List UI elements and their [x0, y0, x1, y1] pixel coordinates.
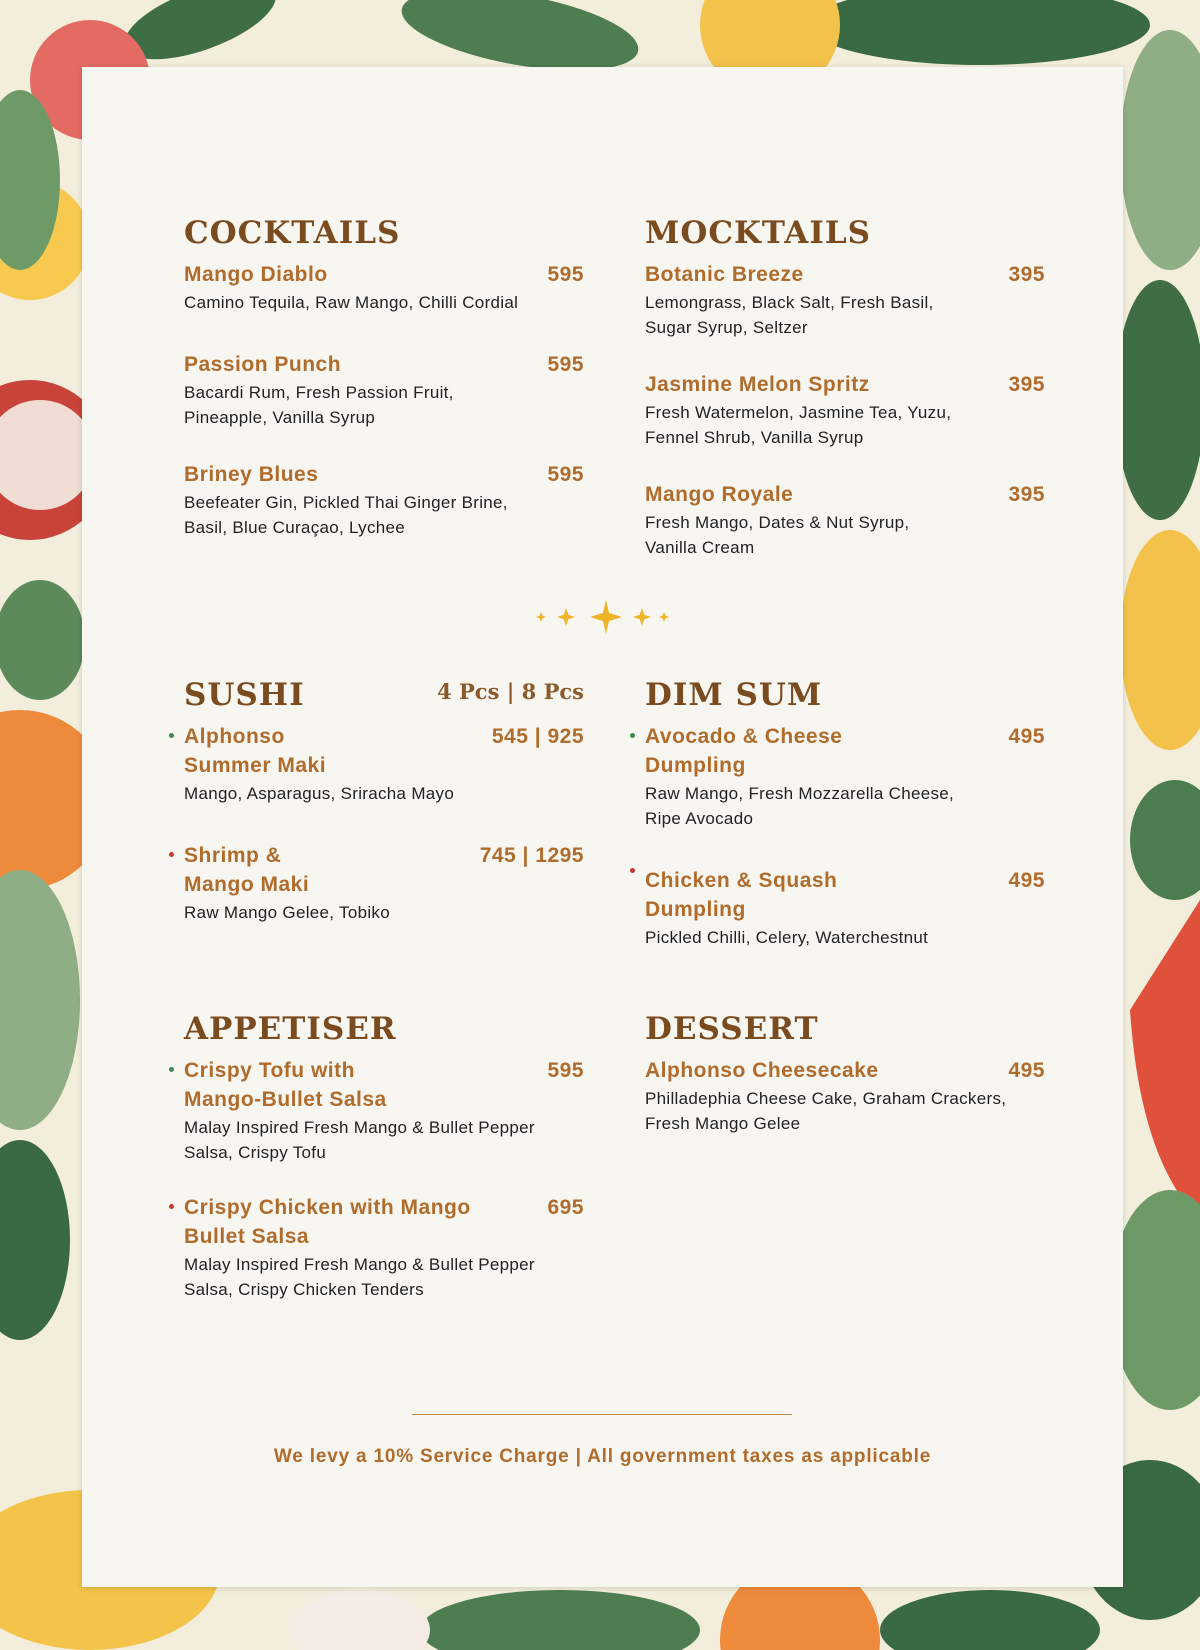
item-name: Crispy Tofu with Mango-Bullet Salsa	[184, 1059, 387, 1111]
item-name: Avocado & Cheese Dumpling	[645, 725, 843, 777]
veg-indicator-icon	[630, 733, 635, 738]
item-name: Botanic Breeze	[645, 263, 804, 286]
section-title: DIM SUM	[645, 677, 823, 713]
mocktails-section	[645, 215, 1045, 555]
menu-item	[645, 260, 1045, 340]
item-price: 745 | 1295	[479, 844, 584, 867]
item-price: 595	[547, 353, 584, 376]
non-veg-indicator-icon	[169, 852, 174, 857]
menu-item	[184, 1193, 584, 1302]
item-name: Alphonso Cheesecake	[645, 1059, 879, 1082]
item-price: 545 | 925	[491, 725, 584, 748]
menu-item	[645, 722, 1045, 831]
item-description: Mango, Asparagus, Sriracha Mayo	[184, 784, 455, 803]
item-name: Crispy Chicken with Mango Bullet Salsa	[184, 1196, 471, 1248]
item-description: Raw Mango, Fresh Mozzarella Cheese, Ripe Avocado	[645, 784, 955, 828]
menu-item	[184, 722, 584, 806]
menu-item	[184, 841, 584, 925]
menu-item	[645, 370, 1045, 450]
section-title: DESSERT	[645, 1011, 819, 1047]
item-description: Raw Mango Gelee, Tobiko	[184, 903, 390, 922]
menu-item	[184, 260, 584, 315]
section-title: SUSHI	[184, 677, 305, 713]
item-price: 495	[1008, 869, 1045, 892]
cocktails-section	[184, 215, 584, 545]
item-name: Passion Punch	[184, 353, 342, 376]
appetiser-section	[184, 1011, 584, 1341]
item-price: 595	[547, 463, 584, 486]
veg-indicator-icon	[169, 1067, 174, 1072]
item-price: 595	[547, 1059, 584, 1082]
item-price: 395	[1008, 483, 1045, 506]
service-charge-note: We levy a 10% Service Charge | All government taxes as applicable	[273, 1446, 932, 1467]
item-description: Lemongrass, Black Salt, Fresh Basil, Sugar Syrup, Seltzer	[645, 293, 934, 337]
non-veg-indicator-icon	[630, 868, 635, 873]
menu-item	[645, 480, 1045, 560]
item-price: 595	[547, 263, 584, 286]
item-price: 695	[547, 1196, 584, 1219]
item-price: 395	[1008, 263, 1045, 286]
veg-indicator-icon	[169, 733, 174, 738]
item-name: Jasmine Melon Spritz	[645, 373, 870, 396]
item-description: Malay Inspired Fresh Mango & Bullet Pepper Salsa, Crispy Chicken Tenders	[184, 1255, 535, 1299]
sparkle-divider-icon	[530, 597, 675, 637]
item-description: Philladephia Cheese Cake, Graham Crackers, Fresh Mango Gelee	[645, 1089, 1007, 1133]
item-name: Chicken & Squash Dumpling	[645, 869, 838, 921]
section-title: COCKTAILS	[184, 215, 401, 251]
item-description: Fresh Watermelon, Jasmine Tea, Yuzu, Fennel Shrub, Vanilla Syrup	[645, 403, 952, 447]
item-name: Mango Diablo	[184, 263, 328, 286]
menu-item	[645, 866, 1045, 950]
item-name: Alphonso Summer Maki	[184, 725, 327, 777]
item-description: Beefeater Gin, Pickled Thai Ginger Brine, Basil, Blue Curaçao, Lychee	[184, 493, 508, 537]
item-description: Bacardi Rum, Fresh Passion Fruit, Pineapple, Vanilla Syrup	[184, 383, 454, 427]
item-name: Mango Royale	[645, 483, 794, 506]
item-description: Fresh Mango, Dates & Nut Syrup, Vanilla Cream	[645, 513, 910, 557]
dessert-section	[645, 1011, 1045, 1151]
sushi-section	[184, 677, 584, 937]
section-title: MOCKTAILS	[645, 215, 872, 251]
menu-item	[645, 1056, 1045, 1136]
section-title: APPETISER	[184, 1011, 397, 1047]
item-price: 495	[1008, 1059, 1045, 1082]
menu-item	[184, 350, 584, 430]
item-description: Pickled Chilli, Celery, Waterchestnut	[645, 928, 929, 947]
menu-item	[184, 1056, 584, 1165]
item-price: 395	[1008, 373, 1045, 396]
non-veg-indicator-icon	[169, 1204, 174, 1209]
item-description: Malay Inspired Fresh Mango & Bullet Pepper Salsa, Crispy Tofu	[184, 1118, 535, 1162]
item-name: Shrimp & Mango Maki	[184, 844, 310, 896]
menu-item	[184, 460, 584, 540]
item-name: Briney Blues	[184, 463, 319, 486]
portion-label: 4 Pcs | 8 Pcs	[437, 679, 584, 704]
item-description: Camino Tequila, Raw Mango, Chilli Cordial	[184, 293, 519, 312]
divider-line	[412, 1414, 792, 1415]
item-price: 495	[1008, 725, 1045, 748]
menu-card	[82, 67, 1123, 1587]
dimsum-section	[645, 677, 1045, 977]
